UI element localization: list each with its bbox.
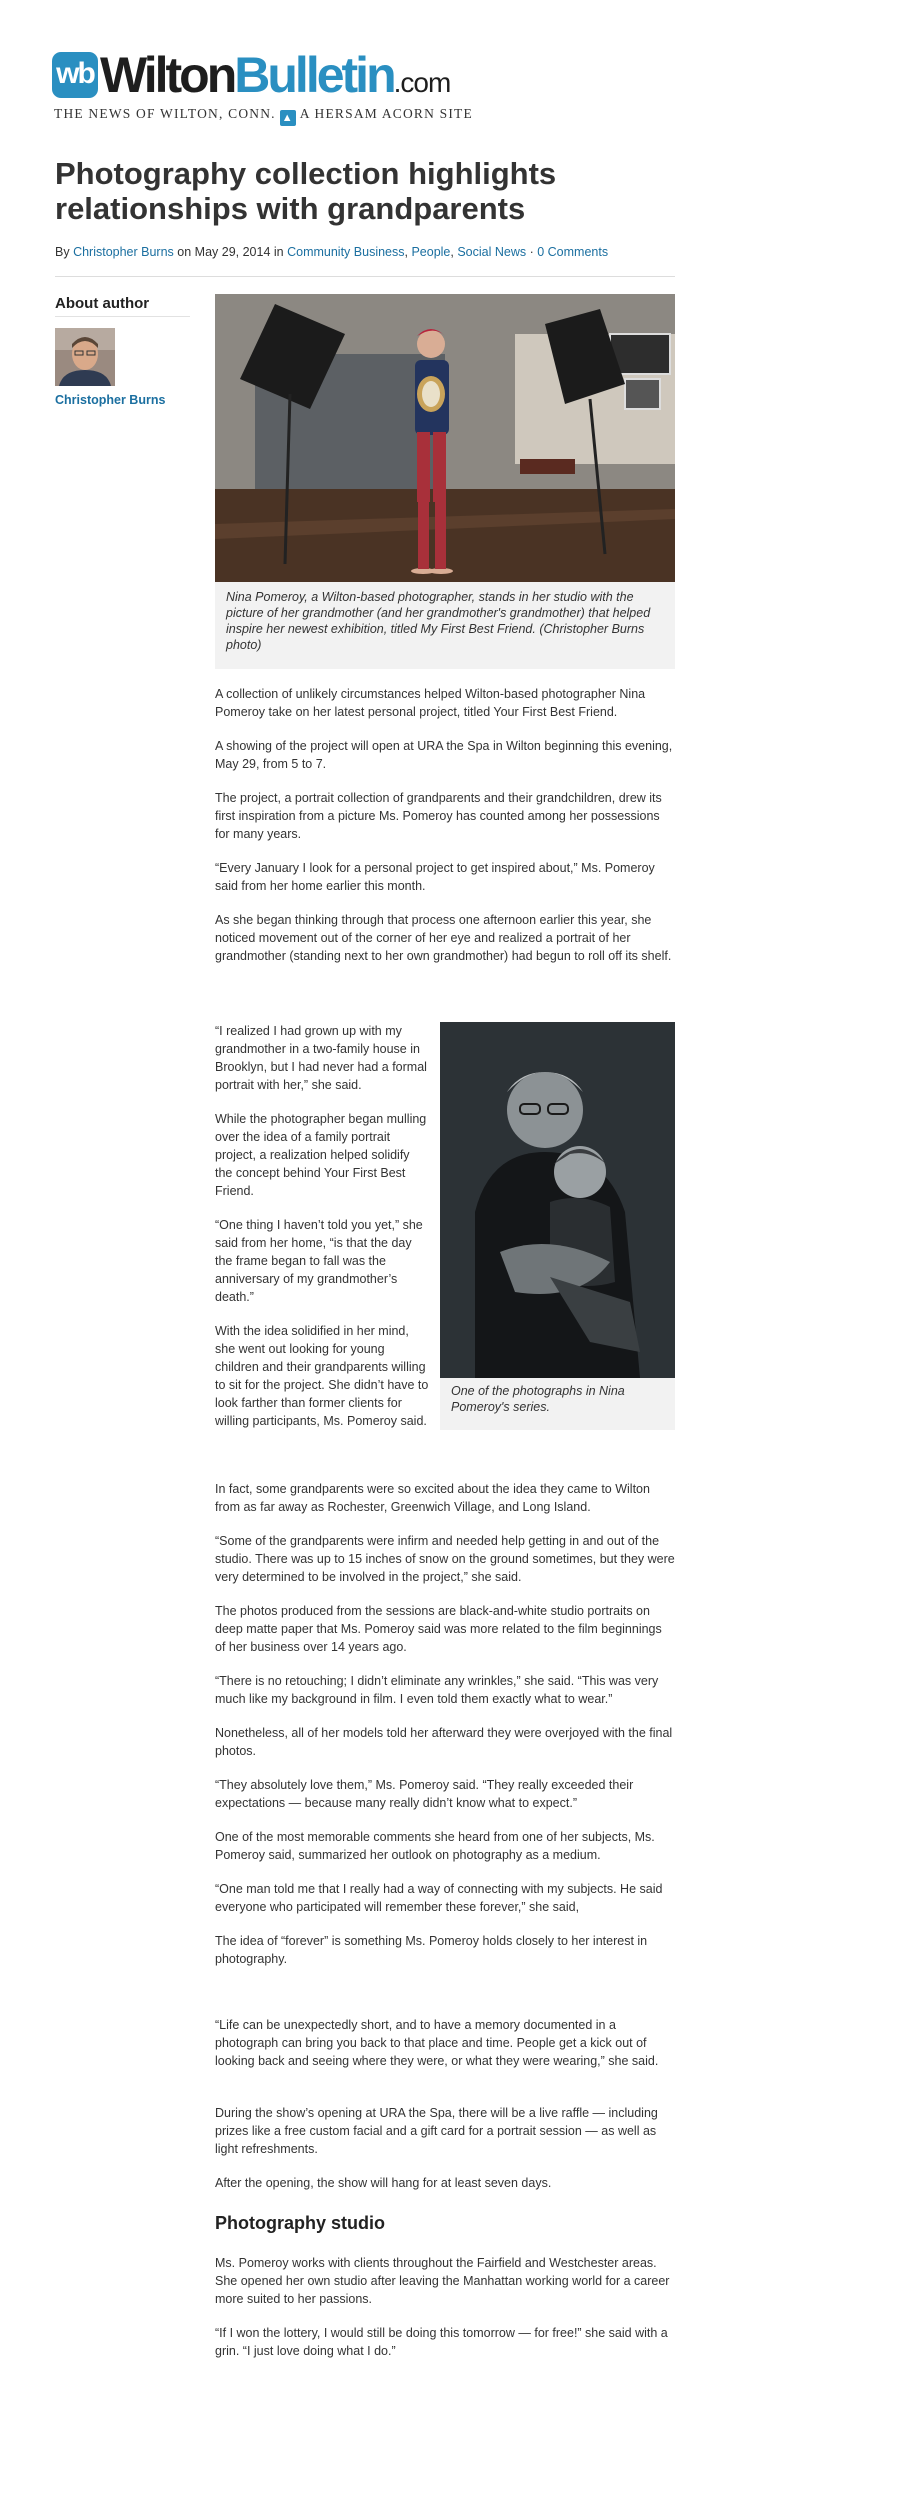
wordmark-com: .com: [393, 67, 451, 98]
paragraph: The idea of “forever” is something Ms. Pomeroy holds closely to her interest in photography.: [215, 1934, 648, 1966]
paragraph: “Every January I look for a personal project to get inspired about,” Ms. Pomeroy said from her home earlier this month.: [215, 861, 655, 893]
paragraph: With the idea solidified in her mind, she went out looking for young children and their grandparents willing to sit for the project. She didn’t have to look farther than former clients for willing participants, Ms. Pomeroy said.: [215, 1324, 429, 1428]
paragraph: “Life can be unexpectedly short, and to have a memory documented in a photograph can bring you back to that place and time. People get a kick out of looking back and seeing where they were, or what they were wearing,” she said.: [215, 2018, 659, 2068]
paragraph: “I realized I had grown up with my grandmother in a two-family house in Brooklyn, but I had never had a formal portrait with her,” she said.: [215, 1024, 427, 1092]
paragraph: “One thing I haven’t told you yet,” she said from her home, “is that the day the frame began to fall was the anniversary of my grandmother’s death.”: [215, 1218, 423, 1304]
paragraph: One of the most memorable comments she heard from one of her subjects, Ms. Pomeroy said, summarized her outlook on photography as a medium.: [215, 1830, 655, 1862]
paragraph: Nonetheless, all of her models told her afterward they were overjoyed with the final photos.: [215, 1726, 673, 1758]
inline-photo[interactable]: [440, 1022, 675, 1378]
acorn-icon: ▲: [281, 112, 294, 124]
byline-by: By: [55, 245, 74, 259]
byline-date: on May 29, 2014 in: [173, 245, 288, 259]
studio-photo-image: [215, 294, 675, 582]
avatar-photo: [55, 328, 115, 386]
byline-separator: ,: [450, 245, 458, 259]
byline: [55, 245, 608, 259]
lead-photo[interactable]: [215, 294, 675, 582]
paragraph: A collection of unlikely circumstances helped Wilton-based photographer Nina Pomeroy take on her latest personal project, titled Your First Best Friend.: [215, 687, 646, 719]
byline-separator: ·: [526, 245, 538, 259]
lead-photo-caption: Nina Pomeroy, a Wilton-based photographer, stands in her studio with the picture of her grandmother (and her grandmother's grandmother) that helped inspire her newest exhibition, titled My First Best Friend. (Christopher Burns photo): [226, 590, 651, 652]
category-link-community-business[interactable]: Community Business: [287, 245, 405, 259]
tagline-left: THE NEWS OF WILTON, CONN.: [54, 106, 276, 121]
paragraph: While the photographer began mulling over the idea of a family portrait project, a realization helped solidify the concept behind Your First Best Friend.: [215, 1112, 427, 1198]
byline-separator: ,: [404, 245, 412, 259]
wordmark-wilton: Wilton: [100, 47, 235, 103]
grandfather-grandson-image: [440, 1022, 675, 1378]
category-link-people[interactable]: People: [411, 245, 451, 259]
paragraph: After the opening, the show will hang for at least seven days.: [215, 2176, 552, 2190]
paragraph: In fact, some grandparents were so excited about the idea they came to Wilton from as far away as Rochester, Greenwich Village, and Long Island.: [215, 1482, 650, 1514]
logo-wordmark: [100, 46, 450, 112]
byline-author-link[interactable]: Christopher Burns: [73, 245, 174, 259]
paragraph: The project, a portrait collection of grandparents and their grandchildren, drew its first inspiration from a picture Ms. Pomeroy has counted among her possessions for many years.: [215, 791, 662, 841]
tagline-right: A HERSAM ACORN SITE: [299, 106, 473, 121]
about-author-divider: [55, 316, 190, 317]
header-divider: [55, 276, 675, 277]
paragraph: “If I won the lottery, I would still be doing this tomorrow — for free!” she said with a grin. “I just love doing what I do.”: [215, 2326, 668, 2358]
section-heading: Photography studio: [215, 2213, 385, 2233]
article-title: Photography collection highlights relationships with grandparents: [55, 156, 557, 226]
logo-badge: wb: [52, 52, 98, 98]
paragraph: “They absolutely love them,” Ms. Pomeroy said. “They really exceeded their expectations — because many really didn’t know what to expect.”: [215, 1778, 634, 1810]
wordmark-bulletin: Bulletin: [234, 47, 394, 103]
author-avatar[interactable]: [55, 328, 115, 386]
site-logo[interactable]: [50, 47, 490, 125]
comments-link[interactable]: 0 Comments: [537, 245, 609, 259]
paragraph: “One man told me that I really had a way of connecting with my subjects. He said everyone who participated will remember these forever,” she said,: [215, 1882, 663, 1914]
category-link-social-news[interactable]: Social News: [457, 245, 527, 259]
inline-photo-caption: One of the photographs in Nina Pomeroy's series.: [451, 1384, 625, 1414]
paragraph: The photos produced from the sessions are black-and-white studio portraits on deep matte paper that Ms. Pomeroy said was more related to the film beginnings of her business over 14 years ago.: [215, 1604, 662, 1654]
inline-figure: [440, 1022, 675, 1430]
paragraph: During the show’s opening at URA the Spa, there will be a live raffle — including prizes like a free custom facial and a gift card for a portrait session — as well as light refreshments.: [215, 2106, 658, 2156]
sidebar-author-link[interactable]: Christopher Burns: [55, 393, 166, 407]
paragraph: “There is no retouching; I didn’t eliminate any wrinkles,” she said. “This was very much like my background in film. I even told them exactly what to wear.”: [215, 1674, 659, 1706]
lead-figure: [215, 294, 675, 669]
paragraph: A showing of the project will open at URA the Spa in Wilton beginning this evening, May 29, from 5 to 7.: [215, 739, 673, 771]
paragraph: Ms. Pomeroy works with clients throughout the Fairfield and Westchester areas. She opened her own studio after leaving the Manhattan working world for a career more suited to her passions.: [215, 2256, 670, 2306]
about-author-heading: About author: [55, 295, 150, 312]
logo-tagline: [54, 106, 473, 126]
paragraph: “Some of the grandparents were infirm and needed help getting in and out of the studio. There was up to 15 inches of snow on the ground sometimes, but they were very determined to be involved in the project,” she said.: [215, 1534, 675, 1584]
paragraph: As she began thinking through that process one afternoon earlier this year, she noticed movement out of the corner of her eye and realized a portrait of her grandmother (standing next to her own grandmother) had begun to roll off its shelf.: [215, 913, 672, 963]
